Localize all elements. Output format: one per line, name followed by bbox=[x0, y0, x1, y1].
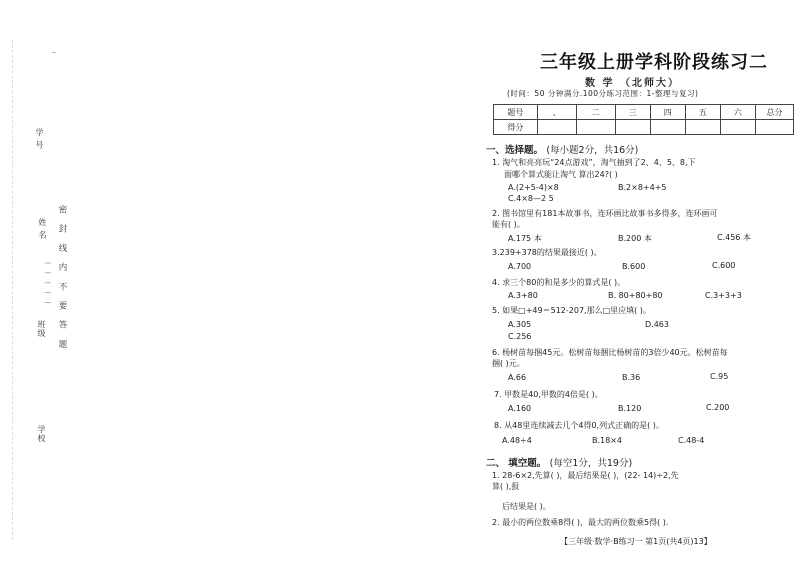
score-cell[interactable] bbox=[576, 120, 615, 135]
question-6-line-2: 捆( )元。 bbox=[492, 359, 525, 368]
question-7-line-1: 7. 甲数是40,甲数的4倍是( )。 bbox=[494, 390, 603, 399]
fill-q1-line-3: 后结果是( )。 bbox=[502, 502, 551, 511]
section-2-title: 二、 填空题。 bbox=[486, 458, 547, 469]
question-2-line-2: 能有( )。 bbox=[492, 220, 525, 229]
q7-option-c[interactable]: C.200 bbox=[706, 403, 730, 412]
question-3-line-1: 3.239+378的结果最接近( )。 bbox=[492, 248, 602, 257]
q2-option-c[interactable]: C.456 本 bbox=[717, 233, 751, 242]
q6-option-b[interactable]: B.36 bbox=[622, 373, 641, 382]
question-1-line-2: 面哪个算式能让淘气 算出24?( ) bbox=[504, 170, 618, 179]
fill-q1-line-2: 算( ),报 bbox=[492, 482, 520, 491]
section-2-heading bbox=[486, 455, 632, 469]
question-4-line-1: 4. 求三个80的和是多少的算式是( )。 bbox=[492, 278, 626, 287]
fill-q1-line-1: 1. 28-6×2,先算( )，最后结果是( )，(22- 14)÷2,先 bbox=[492, 471, 679, 480]
label-exam-number: 学 号 bbox=[35, 128, 44, 150]
page-title: 三年级上册学科阶段练习二 bbox=[540, 52, 768, 73]
question-1-line-1: 1. 淘气和亮亮玩“24点游戏”，淘气抽到了2、4、5、8,下 bbox=[492, 158, 696, 167]
score-row-label: 得分 bbox=[494, 120, 538, 135]
score-header-cell: 六 bbox=[720, 105, 755, 120]
q8-option-b[interactable]: B.18×4 bbox=[592, 436, 623, 445]
question-5-line-1: 5. 如果□+49＝512-207,那么□里应填( )。 bbox=[492, 306, 651, 315]
score-cell[interactable] bbox=[650, 120, 685, 135]
score-table bbox=[493, 104, 794, 135]
score-cell[interactable] bbox=[615, 120, 650, 135]
score-cell[interactable] bbox=[755, 120, 793, 135]
score-header-cell: 五 bbox=[685, 105, 720, 120]
section-2-note: (每空1分，共19分) bbox=[549, 458, 633, 469]
section-1-note: (每小题2分，共16分) bbox=[546, 145, 639, 156]
label-school: 学校 bbox=[37, 425, 46, 443]
score-header-cell: 二 bbox=[576, 105, 615, 120]
q6-option-c[interactable]: C.95 bbox=[710, 372, 729, 381]
q2-option-b[interactable]: B.200 本 bbox=[618, 234, 652, 243]
q5-option-a[interactable]: A.305 bbox=[508, 320, 532, 329]
q8-option-a[interactable]: A.48÷4 bbox=[502, 436, 532, 445]
q8-option-c[interactable]: C.48-4 bbox=[678, 436, 705, 445]
q4-option-b[interactable]: B. 80+80+80 bbox=[608, 291, 663, 300]
q7-option-a[interactable]: A.160 bbox=[508, 404, 532, 413]
score-table-header-row bbox=[494, 105, 794, 120]
q1-option-b[interactable]: B.2×8+4+5 bbox=[618, 183, 667, 192]
q4-option-c[interactable]: C.3+3+3 bbox=[705, 291, 742, 300]
score-cell[interactable] bbox=[685, 120, 720, 135]
q7-option-b[interactable]: B.120 bbox=[618, 404, 642, 413]
q6-option-a[interactable]: A.66 bbox=[508, 373, 527, 382]
q5-option-c[interactable]: C.256 bbox=[508, 332, 532, 341]
score-header-cell: 四 bbox=[650, 105, 685, 120]
q3-option-b[interactable]: B.600 bbox=[622, 262, 646, 271]
score-cell[interactable] bbox=[537, 120, 576, 135]
q1-option-a[interactable]: A.(2+5-4)×8 bbox=[508, 183, 559, 192]
exam-info: (时间：50 分钟满分.100分练习范围：1-整理与复习) bbox=[507, 89, 699, 98]
q1-option-c[interactable]: C.4×8—2 5 bbox=[508, 194, 554, 203]
corner-mark bbox=[52, 52, 56, 53]
question-2-line-1: 2. 图书馆里有181本故事书，连环画比故事书多得多，连环画可 bbox=[492, 209, 718, 218]
q3-option-c[interactable]: C.600 bbox=[712, 261, 736, 270]
score-header-cell: 、 bbox=[537, 105, 576, 120]
label-class: 班级 bbox=[37, 320, 46, 338]
label-name: 姓 名 bbox=[38, 218, 47, 240]
q4-option-a[interactable]: A.3+80 bbox=[508, 291, 538, 300]
q5-option-d[interactable]: D.463 bbox=[645, 320, 669, 329]
fill-q2-line-1: 2. 最小的两位数乘8得( )，最大的两位数乘5得( ). bbox=[492, 518, 669, 527]
q2-option-a[interactable]: A.175 本 bbox=[508, 234, 542, 243]
section-1-heading bbox=[486, 142, 638, 156]
q3-option-a[interactable]: A.700 bbox=[508, 262, 532, 271]
seal-dashes: | | | | | bbox=[44, 262, 51, 307]
binding-dashed-line bbox=[12, 40, 13, 540]
seal-line-notice: 密 封 线 内 不 要 答 题 bbox=[57, 205, 67, 352]
score-header-cell: 三 bbox=[615, 105, 650, 120]
page-footer: 【三年级·数学·B练习一 第1页(共4页)13】 bbox=[560, 537, 712, 546]
score-header-cell: 题号 bbox=[494, 105, 538, 120]
section-1-title: 一、选择题。 bbox=[486, 145, 544, 156]
score-cell[interactable] bbox=[720, 120, 755, 135]
question-8-line-1: 8. 从48里连续减去几个4得0,列式正确的是( )。 bbox=[494, 421, 664, 430]
subject-line: 数 学 （北师大） bbox=[585, 78, 680, 89]
question-6-line-1: 6. 杨树苗每捆45元。松树苗每捆比杨树苗的3倍少40元。松树苗每 bbox=[492, 348, 728, 357]
score-header-cell: 总分 bbox=[755, 105, 793, 120]
score-table-score-row bbox=[494, 120, 794, 135]
